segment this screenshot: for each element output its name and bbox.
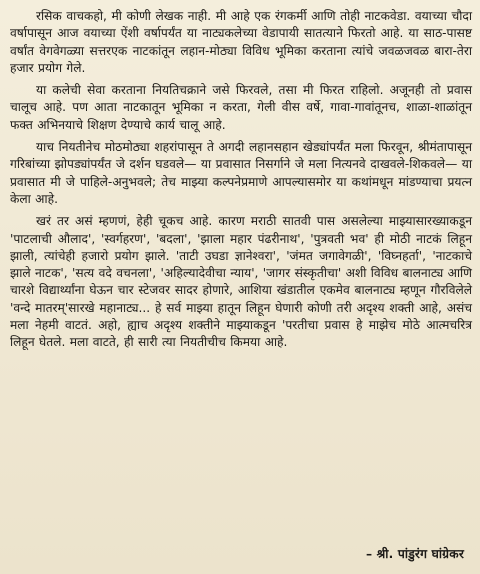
paragraph-destiny: याच नियतीनेच मोठमोठ्या शहरांपासून ते अगदी लहानसहान खेड्यांपर्यंत मला फिरवून, श्रीमंतापासून गरिबांच्या झोपड्यांपर्यंत जे दर्शन घडवले— या प्रवासात निसर्गाने जे मला नित्यनवे दाखवले-शिकवले— या प्रवासात मी जे पाहिले-अनुभवले; तेच माझ्या कल्पनेप्रमाणे आपल्यासमोर या कथांमधून मांडण्याचा प्रयत्न केला आहे. [10, 140, 472, 206]
author-signature: – श्री. पांडुरंग घांग्रेकर [365, 547, 464, 561]
paragraph-intro: रसिक वाचकहो, मी कोणी लेखक नाही. मी आहे एक रंगकर्मी आणि तोही नाटकवेडा. वयाच्या चौदा वर्षापासून आज वयाच्या ऐंशी वर्षापर्यंत या नाट्यकलेच्या वेडापायी सातत्याने फिरतो आहे. या साठ-पासष्ट वर्षांत वेगवेगळ्या सत्तरएक नाटकांतून लहान-मोठ्या विविध भूमिका करताना त्यांचे जवळजवळ बारा-तेरा हजार प्रयोग गेले. [10, 9, 472, 75]
paragraph-journey: या कलेची सेवा करताना नियतिचक्राने जसे फिरवले, तसा मी फिरत राहिलो. अजूनही तो प्रवास चालूच आहे. पण आता नाटकातून भूमिका न करता, गेली वीस वर्षे, गावा-गावांतूनच, शाळा-शाळांतून फक्त अभिनयाचे शिक्षण देण्याचे कार्य चालू आहे. [10, 83, 472, 132]
paragraph-works: खरं तर असं म्हणणं, हेही चूकच आहे. कारण मराठी सातवी पास असलेल्या माझ्यासारख्याकडून 'पाटलाची औलाद', 'स्वर्गहरण', 'बदला', 'झाला महार पंढरीनाथ', 'पुत्रवती भव' ही मोठी नाटकं लिहून झाली, त्यांचेही हजारो प्रयोग झाले. 'ताटी उघडा ज्ञानेश्वरा', 'जंमत जगावेगळी', 'विघ्नहर्ता', 'नाटकाचे झाले नाटक', 'सत्य वदे वचनला', 'अहिल्यादेवीचा न्याय', 'जागर संस्कृतीचा' अशी विविध बालनाट्य आणि चारशे विद्यार्थ्यांना घेऊन चार स्टेजवर सादर होणारे, आशिया खंडातील एकमेव बालनाट्य म्हणून गौरविलेले 'वन्दे मातरम्'सारखे महानाट्य... हे सर्व माझ्या हातून लिहून घेणारी कोणी तरी अदृश्य शक्ती आहे, असंच मला नेहमी वाटतं. अहो, ह्याच अदृश्य शक्तीने माझ्याकडून 'परतीचा प्रवास हे माझेच मोठे आत्मचरित्र लिहून घेतले. मला वाटते, ही सारी त्या नियतीचीच किमया आहे. [10, 214, 472, 350]
